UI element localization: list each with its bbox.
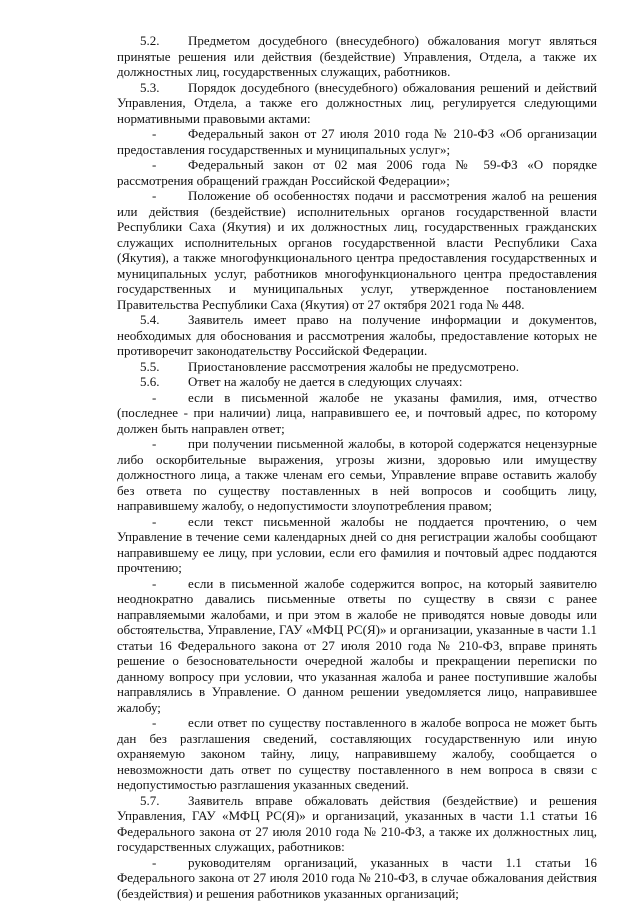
paragraph-text: если ответ по существу поставленного в жалобе вопроса не может быть дан без разглашения сведений, составляющих государственную или иную охраняемую законом тайну, лицу, направившему жалобу, сообщается о невозможности дать ответ по существу поставленного в нем вопроса в связи с недопустимостью разглашения указанных сведений. — [117, 715, 597, 792]
dash-list-item — [117, 855, 597, 902]
paragraph-number: 5.5. — [140, 358, 160, 374]
numbered-paragraph — [117, 312, 597, 359]
numbered-paragraph — [117, 33, 597, 80]
list-dash: - — [152, 188, 157, 203]
numbered-paragraph — [117, 359, 597, 375]
paragraph-number: 5.7. — [140, 792, 160, 808]
list-dash: - — [152, 513, 157, 529]
list-dash: - — [152, 715, 157, 730]
paragraph-text: Федеральный закон от 27 июля 2010 года № 210-ФЗ «Об организации предоставления государственных и муниципальных услуг»; — [117, 126, 597, 157]
list-dash: - — [152, 575, 157, 591]
paragraph-text: Ответ на жалобу не дается в следующих случаях: — [188, 374, 463, 389]
dash-list-item — [117, 576, 597, 716]
paragraph-text: Заявитель вправе обжаловать действия (бездействие) и решения Управления, ГАУ «МФЦ РС(Я)» и организаций, указанных в части 1.1 статьи 16 Федерального закона от 27 июля 2010 года № 210-ФЗ, а также их должностных лиц, государственных служащих, работников: — [117, 792, 597, 854]
paragraph-text: Федеральный закон от 02 мая 2006 года № 59-ФЗ «О порядке рассмотрения обращений граждан Российской Федерации»; — [117, 157, 597, 188]
dash-list-item — [117, 715, 597, 793]
dash-list-item — [117, 390, 597, 437]
paragraph-text: Порядок досудебного (внесудебного) обжалования решений и действий Управления, Отдела, а также его должностных лиц, регулируется следующими нормативными правовыми актами: — [117, 79, 597, 126]
paragraph-text: если текст письменной жалобы не поддается прочтению, о чем Управление в течение семи календарных дней со дня регистрации жалобы сообщают направившему ее лицу, при условии, если его фамилия и почтовый адрес поддаются прочтению; — [117, 513, 597, 575]
dash-list-item — [117, 157, 597, 188]
dash-list-item — [117, 514, 597, 576]
numbered-paragraph — [117, 80, 597, 127]
paragraph-text: если в письменной жалобе не указаны фамилия, имя, отчество (последнее - при наличии) лица, направившего ее, и почтовый адрес, по которому должен быть направлен ответ; — [117, 389, 597, 436]
dash-list-item — [117, 126, 597, 157]
dash-list-item — [117, 436, 597, 514]
paragraph-text: при получении письменной жалобы, в которой содержатся нецензурные либо оскорбительные выражения, угрозы жизни, здоровью или имуществу должностного лица, а также членам его семьи, Управление вправе оставить жалобу без ответа по существу поставленных в ней вопросов и сообщить лицу, направившему жалобу, о недопустимости злоупотребления правом; — [117, 436, 597, 513]
paragraph-text: руководителям организаций, указанных в части 1.1 статьи 16 Федерального закона от 27 июля 2010 года № 210-ФЗ, в случае обжалования действия (бездействия) и решения работников указанных организаций; — [117, 854, 597, 901]
paragraph-number: 5.6. — [140, 374, 160, 389]
paragraph-text: если в письменной жалобе содержится вопрос, на который заявителю неоднократно давались письменные ответы по существу в связи с ранее направляемыми жалобами, и при этом в жалобе не приводятся новые доводы или обстоятельства, Управление, ГАУ «МФЦ РС(Я)» и организации, указанные в части 1.1 статьи 16 Федерального закона от 27 июля 2010 года № 210-ФЗ, вправе принять решение о безосновательности очередной жалобы и прекращении переписки по данному вопросу при условии, что указанная жалоба и ранее поступившие жалобы направлялись в Управление. О данном решении уведомляется лицо, направившее жалобу; — [117, 575, 597, 715]
list-dash: - — [152, 854, 157, 870]
numbered-paragraph — [117, 374, 597, 390]
document-body — [117, 33, 597, 901]
paragraph-text: Приостановление рассмотрения жалобы не предусмотрено. — [188, 358, 520, 374]
paragraph-text: Заявитель имеет право на получение информации и документов, необходимых для обоснования и рассмотрения жалобы, предоставление которых не противоречит законодательству Российской Федерации. — [117, 312, 597, 358]
list-dash: - — [152, 126, 157, 141]
list-dash: - — [152, 389, 157, 405]
paragraph-text: Положение об особенностях подачи и рассмотрения жалоб на решения или действия (бездействие) исполнительных органов государственной власти Республики Саха (Якутия) и их должностных лиц, государственных гражданских служащих исполнительных органов государственной власти Республики Саха (Якутия), а также многофункционального центра предоставления государственных и муниципальных услуг, работников многофункционального центра предоставления государственных и муниципальных услуг, утвержденное постановлением Правительства Республики Саха (Якутия) от 27 октября 2021 года № 448. — [117, 188, 597, 312]
numbered-paragraph — [117, 793, 597, 855]
paragraph-text: Предметом досудебного (внесудебного) обжалования могут являться принятые решения или действия (бездействие) Управления, Отдела, а также их должностных лиц, государственных служащих, работников. — [117, 33, 597, 79]
list-dash: - — [152, 436, 157, 451]
list-dash: - — [152, 157, 157, 172]
paragraph-number: 5.4. — [140, 312, 160, 327]
paragraph-number: 5.2. — [140, 33, 160, 48]
dash-list-item — [117, 188, 597, 312]
paragraph-number: 5.3. — [140, 79, 160, 95]
